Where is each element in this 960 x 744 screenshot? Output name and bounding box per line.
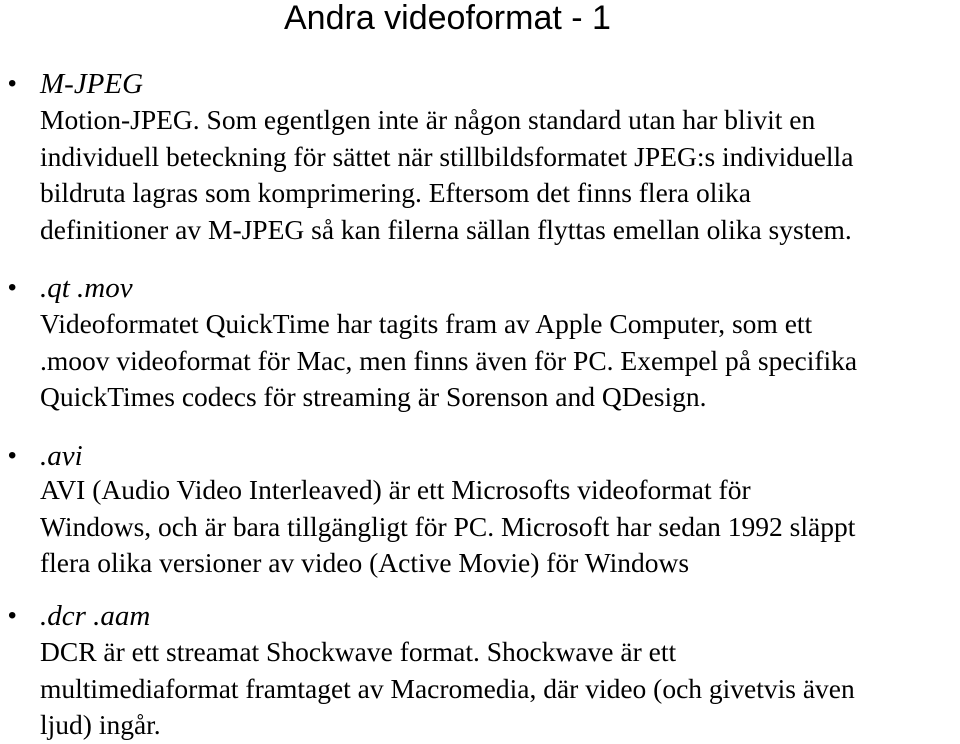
description-line: multimediaformat framtaget av Macromedia, där video (och givetvis även [40, 672, 855, 704]
description-line: .moov videoformat för Mac, men finns även för PC. Exempel på specifika [40, 344, 858, 376]
bullet-icon: • [8, 602, 17, 629]
item-heading: M-JPEG [40, 68, 144, 100]
item-description [40, 306, 960, 416]
item-description [40, 102, 960, 248]
item-heading: .qt .mov [40, 272, 133, 304]
bullet-icon: • [8, 70, 17, 97]
description-line: QuickTimes codecs för streaming är Sorenson and QDesign. [40, 381, 707, 412]
description-line: individuell beteckning för sättet när stillbildsformatet JPEG:s individuella [40, 140, 854, 172]
description-line: DCR är ett streamat Shockwave format. Shockwave är ett [40, 636, 677, 667]
description-line: Videoformatet QuickTime har tagits fram av Apple Computer, som ett [40, 308, 813, 339]
item-heading: .dcr .aam [40, 600, 151, 632]
item-description [40, 634, 960, 744]
bullet-icon: • [8, 274, 17, 301]
bullet-icon: • [8, 442, 17, 469]
description-line: flera olika versioner av video (Active Movie) för Windows [40, 547, 690, 578]
item-description [40, 472, 960, 582]
item-heading: .avi [40, 440, 83, 472]
description-line: Windows, och är bara tillgängligt för PC. Microsoft har sedan 1992 släppt [40, 510, 856, 542]
description-line: AVI (Audio Video Interleaved) är ett Microsofts videoformat för [40, 474, 751, 505]
slide-title: Andra videoformat - 1 [284, 0, 611, 37]
description-line: ljud) ingår. [40, 709, 161, 740]
description-line: definitioner av M-JPEG så kan filerna sällan flyttas emellan olika system. [40, 213, 852, 245]
description-line: Motion-JPEG. Som egentlgen inte är någon standard utan har blivit en [40, 104, 816, 135]
description-line: bildruta lagras som komprimering. Eftersom det finns flera olika [40, 177, 751, 208]
